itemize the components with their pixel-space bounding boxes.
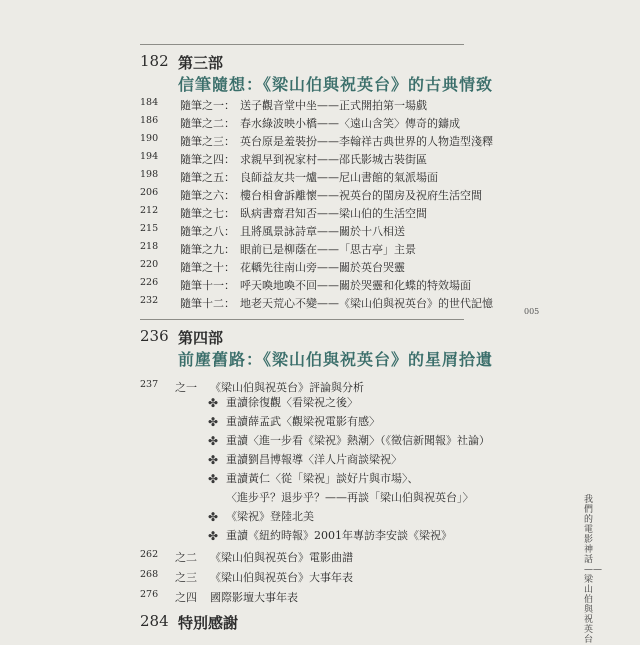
entry-page: 190 (140, 133, 159, 144)
entry-label: 隨筆之一： (180, 99, 235, 112)
folio-page-number: 005 (524, 307, 540, 316)
toc-entry[interactable] (140, 589, 470, 611)
entry-label: 隨筆之七： (180, 207, 235, 220)
part3-entry-list (140, 95, 493, 315)
bullet-text: 重讀徐復觀〈看梁祝之後〉 (226, 396, 358, 409)
entry-page: 186 (140, 115, 159, 126)
part3-page-number: 182 (140, 52, 169, 70)
entry-text: 地老天荒心不變——《梁山伯與祝英台》的世代記憶 (240, 297, 493, 310)
entry-label: 之一 (175, 381, 197, 394)
entry-label: 隨筆之二： (180, 117, 235, 130)
entry-text: 求親早到祝家村——邵氏影城古裝街區 (240, 153, 427, 166)
entry-text: 送子觀音堂中坐——正式開拍第一場戲 (240, 99, 427, 112)
entry-page: 226 (140, 277, 159, 288)
entry-label: 隨筆之四： (180, 153, 235, 166)
bullet-icon: ✤ (208, 510, 219, 524)
entry-page: 220 (140, 259, 159, 270)
entry-label: 隨筆之九： (180, 243, 235, 256)
entry-label: 之二 (175, 551, 197, 564)
section-rule (140, 319, 464, 320)
top-rule (140, 44, 464, 45)
entry-label: 隨筆十一： (180, 279, 235, 292)
bullet-icon: ✤ (208, 529, 219, 543)
part4-title: 前塵舊路：《梁山伯與祝英台》的星屑拾遺 (178, 350, 494, 369)
entry-page: 184 (140, 97, 159, 108)
entry-label: 之四 (175, 591, 197, 604)
running-title: 我們的電影神話——梁山伯與祝英台 (584, 495, 602, 645)
bullet-icon: ✤ (208, 415, 219, 429)
entry-text: 國際影壇大事年表 (210, 591, 298, 604)
bullet-icon: ✤ (208, 396, 219, 410)
entry-label: 隨筆之六： (180, 189, 235, 202)
ending-page-number: 284 (140, 612, 169, 630)
part4-bullet-list (208, 392, 508, 532)
bullet-icon: ✤ (208, 434, 219, 448)
part3-title: 信筆隨想：《梁山伯與祝英台》的古典情致 (178, 75, 494, 94)
entry-text: 《梁山伯與祝英台》電影曲譜 (210, 551, 353, 564)
toc-entry[interactable] (140, 549, 470, 571)
entry-text: 《梁山伯與祝英台》大事年表 (210, 571, 353, 584)
entry-page: 198 (140, 169, 159, 180)
entry-page: 194 (140, 151, 159, 162)
bullet-icon: ✤ (208, 472, 219, 486)
entry-text: 呼天喚地喚不回——關於哭靈和化蝶的特效場面 (240, 279, 471, 292)
entry-page: 212 (140, 205, 159, 216)
entry-text: 良師益友共一爐——尼山書館的氣派場面 (240, 171, 438, 184)
toc-entry[interactable] (140, 569, 470, 591)
entry-page: 262 (140, 549, 159, 560)
bullet-text: 《梁祝》登陸北美 (226, 510, 314, 523)
bullet-text-continued: 〈進步乎？退步乎？——再談「梁山伯與祝英台」〉 (226, 491, 474, 504)
entry-page: 215 (140, 223, 159, 234)
entry-text: 花轎先往南山旁——關於英台哭靈 (240, 261, 405, 274)
bullet-text: 重讀薛孟武〈觀梁祝電影有感〉 (226, 415, 380, 428)
entry-label: 之三 (175, 571, 197, 584)
part4-page-number: 236 (140, 327, 169, 345)
entry-label: 隨筆之五： (180, 171, 235, 184)
bullet-text: 重讀黃仁〈從「梁祝」談好片與市場〉、 (226, 472, 419, 485)
entry-page: 206 (140, 187, 159, 198)
entry-text: 春水綠波映小橋——〈遠山含笑〉傳奇的鑄成 (240, 117, 460, 130)
entry-label: 隨筆之十： (180, 261, 235, 274)
entry-text: 且將風景詠詩章——關於十八相送 (240, 225, 405, 238)
entry-text: 眼前已是柳蔭在——「思古亭」主景 (240, 243, 416, 256)
bullet-text: 重讀《紐約時報》2001年專訪李安談《梁祝》 (226, 529, 452, 542)
entry-page: 232 (140, 295, 159, 306)
ending-label[interactable]: 特別感謝 (178, 614, 239, 632)
entry-text: 臥病書齋君知否——梁山伯的生活空間 (240, 207, 427, 220)
entry-text: 樓台相會訴離懷——祝英台的閨房及祝府生活空間 (240, 189, 482, 202)
entry-label: 隨筆之八： (180, 225, 235, 238)
entry-page: 218 (140, 241, 159, 252)
entry-label: 隨筆之三： (180, 135, 235, 148)
entry-page: 268 (140, 569, 159, 580)
entry-text: 英台原是羞裝扮——李翰祥古典世界的人物造型淺釋 (240, 135, 493, 148)
bullet-text: 重讀劉昌博報導〈洋人片商談梁祝〉 (226, 453, 402, 466)
entry-page: 276 (140, 589, 159, 600)
bullet-icon: ✤ (208, 453, 219, 467)
entry-text: 《梁山伯與祝英台》評論與分析 (210, 381, 364, 394)
part3-label: 第三部 (178, 54, 224, 72)
entry-page: 237 (140, 379, 159, 390)
bullet-text: 重讀〈進一步看《梁祝》熱潮〉（《徵信新聞報》社論） (226, 434, 490, 447)
part4-label: 第四部 (178, 329, 224, 347)
entry-label: 隨筆十二： (180, 297, 235, 310)
